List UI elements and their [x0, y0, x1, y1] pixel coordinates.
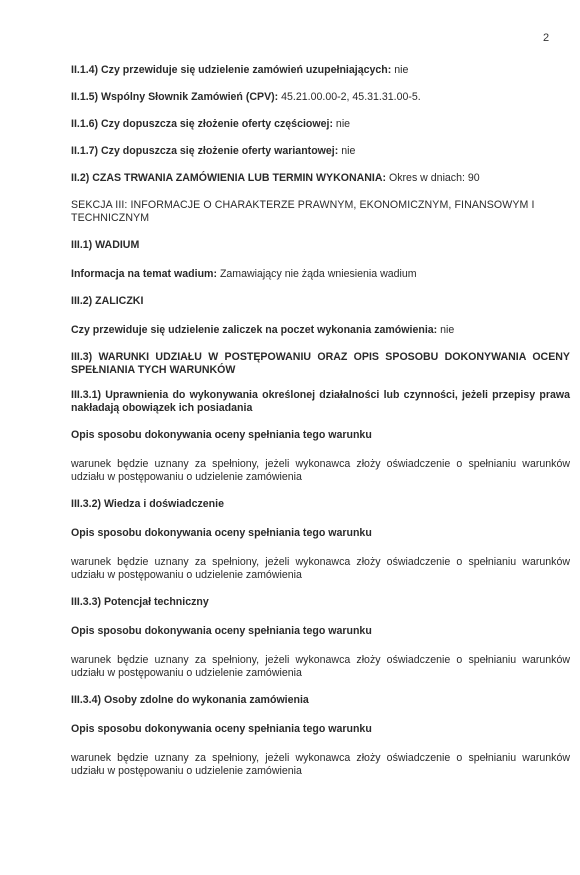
condition-text: warunek będzie uznany za spełniony, jeżeli wykonawca złoży oświadczenie o spełnianiu warunków udziału w postępowaniu o udzielenie zamówienia	[71, 458, 570, 483]
item-ii-2	[71, 172, 570, 185]
opis-label: Opis sposobu dokonywania oceny spełniania tego warunku	[71, 429, 372, 441]
section-3-heading: SEKCJA III: INFORMACJE O CHARAKTERZE PRAWNYM, EKONOMICZNYM, FINANSOWYM I TECHNICZNYM	[71, 199, 535, 224]
item-value: nie	[332, 118, 351, 130]
condition-text: warunek będzie uznany za spełniony, jeżeli wykonawca złoży oświadczenie o spełnianiu warunków udziału w postępowaniu o udzielenie zamówienia	[71, 556, 570, 581]
wadium-heading: III.1) WADIUM	[71, 239, 140, 251]
condition-text: warunek będzie uznany za spełniony, jeżeli wykonawca złoży oświadczenie o spełnianiu warunków udziału w postępowaniu o udzielenie zamówienia	[71, 752, 570, 777]
item-ii-1-6	[71, 118, 570, 131]
page-number: 2	[543, 32, 550, 44]
wadium-info	[71, 268, 570, 281]
opis-label: Opis sposobu dokonywania oceny spełniania tego warunku	[71, 625, 372, 637]
item-ii-1-5	[71, 91, 570, 104]
zaliczki-heading: III.2) ZALICZKI	[71, 295, 144, 307]
item-label: II.1.7) Czy dopuszcza się złożenie oferty wariantowej:	[71, 145, 339, 157]
warunki-heading: III.3) WARUNKI UDZIAŁU W POSTĘPOWANIU ORAZ OPIS SPOSOBU DOKONYWANIA OCENY SPEŁNIANIA TYCH WARUNKÓW	[71, 351, 570, 376]
subsection-heading: III.3.4) Osoby zdolne do wykonania zamówienia	[71, 694, 309, 706]
item-label: II.1.6) Czy dopuszcza się złożenie oferty częściowej:	[71, 118, 333, 130]
wadium-info-value: Zamawiający nie żąda wniesienia wadium	[217, 268, 417, 280]
condition-text: warunek będzie uznany za spełniony, jeżeli wykonawca złoży oświadczenie o spełnianiu warunków udziału w postępowaniu o udzielenie zamówienia	[71, 654, 570, 679]
subsection-heading: III.3.2) Wiedza i doświadczenie	[71, 498, 224, 510]
zaliczki-question-label: Czy przewiduje się udzielenie zaliczek na poczet wykonania zamówienia:	[71, 324, 438, 336]
item-value: Okres w dniach: 90	[386, 172, 480, 184]
subsection-heading: III.3.1) Uprawnienia do wykonywania określonej działalności lub czynności, jeżeli przepisy prawa nakładają obowiązek ich posiadania	[71, 389, 570, 414]
item-ii-1-4	[71, 64, 570, 77]
zaliczki-question	[71, 324, 570, 337]
item-label: II.2) CZAS TRWANIA ZAMÓWIENIA LUB TERMIN WYKONANIA:	[71, 172, 387, 184]
opis-label: Opis sposobu dokonywania oceny spełniania tego warunku	[71, 723, 372, 735]
item-label: II.1.5) Wspólny Słownik Zamówień (CPV):	[71, 91, 279, 103]
document-content	[71, 64, 570, 778]
item-value: nie	[338, 145, 356, 157]
item-value: 45.21.00.00-2, 45.31.31.00-5.	[278, 91, 421, 103]
opis-label: Opis sposobu dokonywania oceny spełniania tego warunku	[71, 527, 372, 539]
item-ii-1-7	[71, 145, 570, 158]
zaliczki-answer: nie	[437, 324, 455, 336]
wadium-info-label: Informacja na temat wadium:	[71, 268, 217, 280]
subsection-heading: III.3.3) Potencjał techniczny	[71, 596, 209, 608]
item-value: nie	[391, 64, 409, 76]
item-label: II.1.4) Czy przewiduje się udzielenie zamówień uzupełniających:	[71, 64, 392, 76]
